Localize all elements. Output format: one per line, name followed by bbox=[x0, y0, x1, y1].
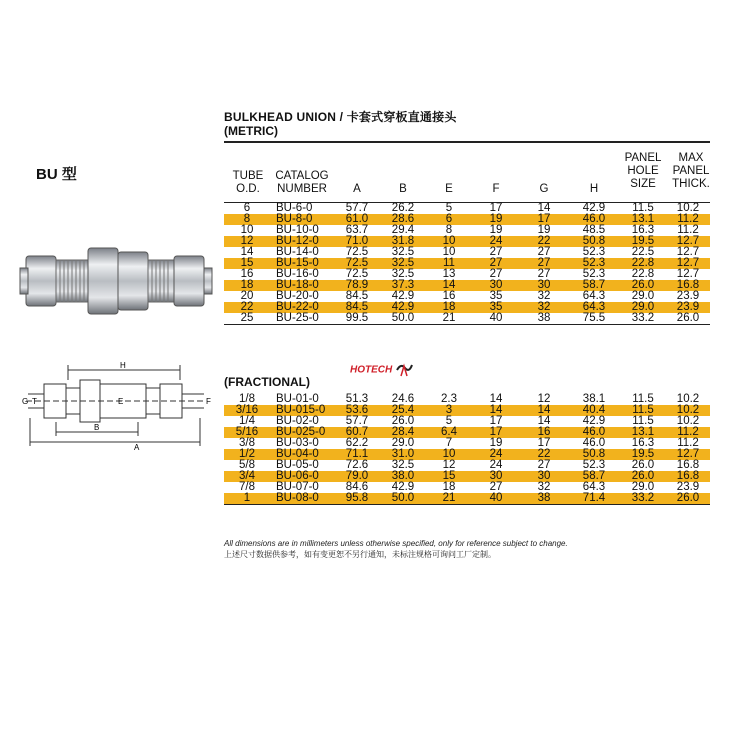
table-cell: 46.0 bbox=[568, 427, 620, 438]
table-cell: 24 bbox=[472, 236, 520, 247]
table-cell: 58.7 bbox=[568, 280, 620, 291]
table-cell: 30 bbox=[472, 471, 520, 482]
table-cell: 16.8 bbox=[666, 471, 710, 482]
table-cell: BU-01-0 bbox=[270, 394, 334, 405]
table-cell: 13.1 bbox=[620, 427, 666, 438]
table-cell: 22.5 bbox=[620, 247, 666, 258]
drawing-label-t: T bbox=[32, 397, 37, 406]
table-cell: 37.3 bbox=[380, 280, 426, 291]
header-panel-hole-line3: SIZE bbox=[630, 178, 656, 190]
table-cell: 32 bbox=[520, 291, 568, 302]
table-cell: 72.5 bbox=[334, 269, 380, 280]
table-cell: 18 bbox=[426, 302, 472, 313]
table-cell: 14 bbox=[520, 203, 568, 215]
table-cell: 23.9 bbox=[666, 291, 710, 302]
table-cell: 42.9 bbox=[568, 203, 620, 215]
table-cell: 42.9 bbox=[380, 291, 426, 302]
table-cell: 5 bbox=[426, 416, 472, 427]
table-cell: 19.5 bbox=[620, 449, 666, 460]
table-cell: 14 bbox=[472, 405, 520, 416]
drawing-label-e: E bbox=[118, 397, 124, 406]
table-cell: 12.7 bbox=[666, 247, 710, 258]
table-cell: 14 bbox=[472, 394, 520, 405]
table-cell: 3/4 bbox=[224, 471, 270, 482]
table-cell: 32.5 bbox=[380, 258, 426, 269]
header-catalog-line2: NUMBER bbox=[277, 183, 327, 195]
drawing-label-a: A bbox=[134, 443, 140, 452]
table-cell: 28.4 bbox=[380, 427, 426, 438]
table-cell: 25 bbox=[224, 313, 270, 325]
table-cell: 26.0 bbox=[620, 471, 666, 482]
table-cell: 17 bbox=[472, 416, 520, 427]
table-cell: 27 bbox=[472, 269, 520, 280]
table-cell: 22.8 bbox=[620, 269, 666, 280]
table-cell: BU-8-0 bbox=[270, 214, 334, 225]
table-cell: BU-14-0 bbox=[270, 247, 334, 258]
table-cell: 10.2 bbox=[666, 405, 710, 416]
table-cell: 5/16 bbox=[224, 427, 270, 438]
table-cell: BU-02-0 bbox=[270, 416, 334, 427]
table-cell: 26.0 bbox=[666, 493, 710, 505]
table-cell: 71.4 bbox=[568, 493, 620, 505]
header-tube-od-line1: TUBE bbox=[232, 170, 264, 182]
table-cell: 64.3 bbox=[568, 302, 620, 313]
table-cell: 18 bbox=[224, 280, 270, 291]
table-cell: 16.8 bbox=[666, 460, 710, 471]
table-cell: 26.0 bbox=[380, 416, 426, 427]
table-cell: 17 bbox=[520, 214, 568, 225]
table-cell: 27 bbox=[520, 247, 568, 258]
table-cell: 29.0 bbox=[620, 482, 666, 493]
table-cell: 40 bbox=[472, 313, 520, 325]
table-cell: 38 bbox=[520, 493, 568, 505]
table-cell: 30 bbox=[520, 471, 568, 482]
drawing-label-b: B bbox=[94, 423, 100, 432]
header-g: G bbox=[539, 183, 549, 195]
table-cell: 38.0 bbox=[380, 471, 426, 482]
table-cell: 78.9 bbox=[334, 280, 380, 291]
table-cell: 15 bbox=[426, 471, 472, 482]
dimension-drawing bbox=[18, 360, 214, 452]
table-cell: 17 bbox=[472, 427, 520, 438]
table-cell: 11.2 bbox=[666, 427, 710, 438]
table-cell: 31.0 bbox=[380, 449, 426, 460]
header-h: H bbox=[589, 183, 599, 195]
fractional-table bbox=[224, 394, 710, 505]
table-cell: 16.3 bbox=[620, 438, 666, 449]
table-cell: 84.5 bbox=[334, 302, 380, 313]
table-cell: 19.5 bbox=[620, 236, 666, 247]
table-cell: 42.9 bbox=[568, 416, 620, 427]
table-cell: 12.7 bbox=[666, 269, 710, 280]
table-cell: 12.7 bbox=[666, 236, 710, 247]
table-cell: 12 bbox=[520, 394, 568, 405]
table-cell: 46.0 bbox=[568, 214, 620, 225]
table-cell: 27 bbox=[472, 482, 520, 493]
table-cell: 50.8 bbox=[568, 449, 620, 460]
table-cell: 7 bbox=[426, 438, 472, 449]
table-cell: 11.2 bbox=[666, 438, 710, 449]
table-cell: 26.0 bbox=[620, 460, 666, 471]
product-type-label: BU 型 bbox=[36, 166, 77, 183]
table-cell: 20 bbox=[224, 291, 270, 302]
table-cell: 51.3 bbox=[334, 394, 380, 405]
table-row bbox=[224, 313, 710, 325]
table-cell: 52.3 bbox=[568, 258, 620, 269]
table-cell: 17 bbox=[472, 203, 520, 215]
table-cell: 1/8 bbox=[224, 394, 270, 405]
table-cell: 79.0 bbox=[334, 471, 380, 482]
table-cell: BU-10-0 bbox=[270, 225, 334, 236]
table-cell: 2.3 bbox=[426, 394, 472, 405]
table-cell: 64.3 bbox=[568, 482, 620, 493]
table-cell: 1 bbox=[224, 493, 270, 505]
table-cell: 57.7 bbox=[334, 203, 380, 215]
table-cell: BU-15-0 bbox=[270, 258, 334, 269]
table-cell: 16 bbox=[520, 427, 568, 438]
header-max-panel-line2: PANEL bbox=[672, 165, 710, 177]
table-cell: 60.7 bbox=[334, 427, 380, 438]
table-cell: 50.0 bbox=[380, 493, 426, 505]
table-cell: 40 bbox=[472, 493, 520, 505]
table-cell: BU-12-0 bbox=[270, 236, 334, 247]
table-cell: 64.3 bbox=[568, 291, 620, 302]
table-cell: 10 bbox=[426, 247, 472, 258]
table-cell: 32 bbox=[520, 482, 568, 493]
table-cell: 26.0 bbox=[666, 313, 710, 325]
table-cell: 38.1 bbox=[568, 394, 620, 405]
table-cell: 10 bbox=[426, 449, 472, 460]
table-cell: 58.7 bbox=[568, 471, 620, 482]
table-cell: 24.6 bbox=[380, 394, 426, 405]
table-cell: 3/8 bbox=[224, 438, 270, 449]
table-cell: 50.8 bbox=[568, 236, 620, 247]
table-cell: 42.9 bbox=[380, 482, 426, 493]
table-cell: 29.0 bbox=[620, 291, 666, 302]
table-cell: BU-015-0 bbox=[270, 405, 334, 416]
table-cell: 3 bbox=[426, 405, 472, 416]
table-cell: 42.9 bbox=[380, 302, 426, 313]
table-cell: 24 bbox=[472, 449, 520, 460]
table-cell: 24 bbox=[472, 460, 520, 471]
table-cell: 28.6 bbox=[380, 214, 426, 225]
table-subtitle-metric: (METRIC) bbox=[224, 124, 278, 138]
metric-table bbox=[224, 202, 710, 325]
table-cell: 61.0 bbox=[334, 214, 380, 225]
table-cell: 35 bbox=[472, 291, 520, 302]
table-cell: BU-22-0 bbox=[270, 302, 334, 313]
table-cell: 23.9 bbox=[666, 302, 710, 313]
header-max-panel bbox=[666, 152, 716, 191]
table-cell: 25.4 bbox=[380, 405, 426, 416]
table-cell: 11 bbox=[426, 258, 472, 269]
table-cell: 52.3 bbox=[568, 269, 620, 280]
table-cell: BU-20-0 bbox=[270, 291, 334, 302]
table-cell: 12.7 bbox=[666, 449, 710, 460]
table-cell: 10.2 bbox=[666, 416, 710, 427]
table-cell: 5 bbox=[426, 203, 472, 215]
table-cell: 27 bbox=[520, 460, 568, 471]
table-cell: 48.5 bbox=[568, 225, 620, 236]
table-cell: 14 bbox=[426, 280, 472, 291]
table-cell: 52.3 bbox=[568, 460, 620, 471]
header-panel-hole bbox=[620, 152, 666, 191]
table-cell: 21 bbox=[426, 493, 472, 505]
table-cell: BU-025-0 bbox=[270, 427, 334, 438]
table-cell: 17 bbox=[520, 438, 568, 449]
table-cell: 99.5 bbox=[334, 313, 380, 325]
table-cell: 14 bbox=[224, 247, 270, 258]
table-cell: 12 bbox=[426, 460, 472, 471]
table-cell: 12 bbox=[224, 236, 270, 247]
table-cell: 22.8 bbox=[620, 258, 666, 269]
table-cell: 29.0 bbox=[380, 438, 426, 449]
table-cell: BU-16-0 bbox=[270, 269, 334, 280]
table-cell: 75.5 bbox=[568, 313, 620, 325]
table-cell: 72.5 bbox=[334, 247, 380, 258]
table-cell: 6.4 bbox=[426, 427, 472, 438]
table-cell: 57.7 bbox=[334, 416, 380, 427]
table-cell: 19 bbox=[472, 438, 520, 449]
table-cell: 33.2 bbox=[620, 493, 666, 505]
table-cell: BU-04-0 bbox=[270, 449, 334, 460]
table-cell: BU-25-0 bbox=[270, 313, 334, 325]
table-cell: 40.4 bbox=[568, 405, 620, 416]
table-cell: 27 bbox=[520, 269, 568, 280]
table-cell: 12.7 bbox=[666, 258, 710, 269]
table-cell: 18 bbox=[426, 482, 472, 493]
table-cell: 22 bbox=[520, 236, 568, 247]
table-cell: BU-18-0 bbox=[270, 280, 334, 291]
table-title: BULKHEAD UNION / 卡套式穿板直通接头 bbox=[224, 110, 457, 124]
table-cell: 10.2 bbox=[666, 203, 710, 215]
table-cell: BU-06-0 bbox=[270, 471, 334, 482]
table-cell: 13.1 bbox=[620, 214, 666, 225]
table-cell: 10.2 bbox=[666, 394, 710, 405]
table-cell: 6 bbox=[224, 203, 270, 215]
table-cell: 11.5 bbox=[620, 394, 666, 405]
header-catalog bbox=[270, 170, 334, 196]
table-cell: 30 bbox=[520, 280, 568, 291]
table-cell: 32.5 bbox=[380, 247, 426, 258]
drawing-label-g: G bbox=[22, 397, 29, 406]
table-subtitle-fractional: (FRACTIONAL) bbox=[224, 375, 310, 389]
table-cell: 16 bbox=[224, 269, 270, 280]
drawing-label-h: H bbox=[120, 361, 126, 370]
table-cell: 71.0 bbox=[334, 236, 380, 247]
header-tube-od-line2: O.D. bbox=[236, 183, 260, 195]
table-cell: 1/2 bbox=[224, 449, 270, 460]
table-cell: 26.2 bbox=[380, 203, 426, 215]
table-cell: 1/4 bbox=[224, 416, 270, 427]
table-cell: 32 bbox=[520, 302, 568, 313]
header-panel-hole-line2: HOLE bbox=[627, 165, 659, 177]
table-cell: 11.5 bbox=[620, 416, 666, 427]
table-cell: 16 bbox=[426, 291, 472, 302]
table-cell: 62.2 bbox=[334, 438, 380, 449]
table-cell: 84.6 bbox=[334, 482, 380, 493]
table-cell: 15 bbox=[224, 258, 270, 269]
table-cell: 38 bbox=[520, 313, 568, 325]
table-cell: 5/8 bbox=[224, 460, 270, 471]
table-cell: 14 bbox=[520, 405, 568, 416]
hotech-logo bbox=[350, 362, 413, 378]
table-cell: 63.7 bbox=[334, 225, 380, 236]
header-e: E bbox=[445, 183, 453, 195]
footnote-english: All dimensions are in millimeters unless otherwise specified, only for reference subject to change. bbox=[224, 539, 568, 548]
table-cell: 14 bbox=[520, 416, 568, 427]
table-cell: BU-6-0 bbox=[270, 203, 334, 215]
table-cell: 84.5 bbox=[334, 291, 380, 302]
table-cell: 27 bbox=[520, 258, 568, 269]
table-cell: 11.5 bbox=[620, 405, 666, 416]
table-cell: 30 bbox=[472, 280, 520, 291]
table-cell: 23.9 bbox=[666, 482, 710, 493]
header-max-panel-line3: THICK. bbox=[672, 178, 710, 190]
table-cell: 22 bbox=[520, 449, 568, 460]
header-a: A bbox=[353, 183, 361, 195]
table-cell: 11.2 bbox=[666, 225, 710, 236]
table-cell: 29.4 bbox=[380, 225, 426, 236]
table-cell: 8 bbox=[224, 214, 270, 225]
table-cell: 72.5 bbox=[334, 258, 380, 269]
table-cell: BU-07-0 bbox=[270, 482, 334, 493]
drawing-label-f: F bbox=[206, 397, 211, 406]
table-cell: 32.5 bbox=[380, 460, 426, 471]
table-cell: BU-08-0 bbox=[270, 493, 334, 505]
table-cell: 50.0 bbox=[380, 313, 426, 325]
table-cell: 22 bbox=[224, 302, 270, 313]
table-cell: 46.0 bbox=[568, 438, 620, 449]
table-cell: 19 bbox=[472, 214, 520, 225]
header-f: F bbox=[492, 183, 500, 195]
table-cell: 3/16 bbox=[224, 405, 270, 416]
table-cell: 53.6 bbox=[334, 405, 380, 416]
footnote-chinese: 上述尺寸数据供参考，如有变更恕不另行通知，未标注规格可询问工厂定制。 bbox=[224, 550, 496, 559]
table-cell: 16.3 bbox=[620, 225, 666, 236]
table-row bbox=[224, 493, 710, 505]
header-tube-od bbox=[226, 170, 270, 196]
table-cell: 95.8 bbox=[334, 493, 380, 505]
table-cell: 31.8 bbox=[380, 236, 426, 247]
table-cell: 8 bbox=[426, 225, 472, 236]
table-cell: 11.2 bbox=[666, 214, 710, 225]
table-cell: 19 bbox=[520, 225, 568, 236]
table-cell: 72.6 bbox=[334, 460, 380, 471]
table-cell: 71.1 bbox=[334, 449, 380, 460]
table-cell: 7/8 bbox=[224, 482, 270, 493]
table-cell: BU-05-0 bbox=[270, 460, 334, 471]
table-cell: BU-03-0 bbox=[270, 438, 334, 449]
table-cell: 11.5 bbox=[620, 203, 666, 215]
title-divider bbox=[224, 141, 710, 143]
table-cell: 16.8 bbox=[666, 280, 710, 291]
table-cell: 29.0 bbox=[620, 302, 666, 313]
bulkhead-union-photo bbox=[18, 238, 214, 324]
table-cell: 52.3 bbox=[568, 247, 620, 258]
table-cell: 32.5 bbox=[380, 269, 426, 280]
logo-text: HOTECH bbox=[350, 364, 393, 376]
header-catalog-line1: CATALOG bbox=[275, 170, 329, 182]
table-cell: 27 bbox=[472, 247, 520, 258]
header-panel-hole-line1: PANEL bbox=[624, 152, 662, 164]
logo-glyph-icon bbox=[395, 362, 413, 378]
table-cell: 21 bbox=[426, 313, 472, 325]
table-cell: 10 bbox=[426, 236, 472, 247]
table-cell: 27 bbox=[472, 258, 520, 269]
header-b: B bbox=[399, 183, 407, 195]
table-cell: 10 bbox=[224, 225, 270, 236]
table-cell: 26.0 bbox=[620, 280, 666, 291]
header-max-panel-line1: MAX bbox=[678, 152, 704, 164]
table-cell: 13 bbox=[426, 269, 472, 280]
table-cell: 6 bbox=[426, 214, 472, 225]
table-cell: 19 bbox=[472, 225, 520, 236]
table-cell: 33.2 bbox=[620, 313, 666, 325]
table-cell: 35 bbox=[472, 302, 520, 313]
